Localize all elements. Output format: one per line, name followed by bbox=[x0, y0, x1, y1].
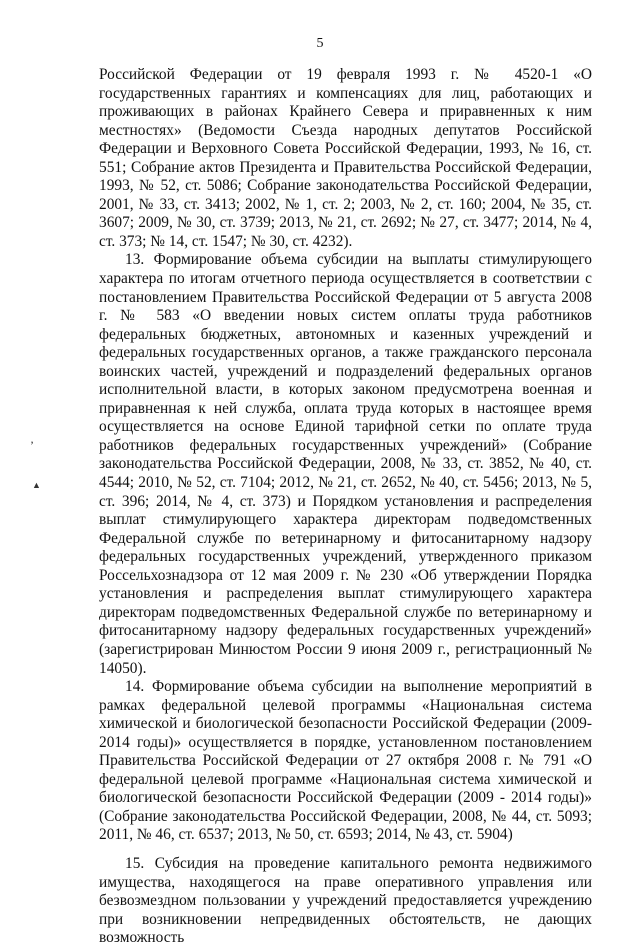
margin-mark: ▲ bbox=[32, 480, 41, 490]
paragraph-13: 13. Формирование объема субсидии на выплаты стимулирующего характера по итогам отчетного периода осуществляется в соответствии с постановлением Правительства Российской Федерации от 5 августа 2008 г. № 583 «О введении новых систем оплаты труда работников федеральных бюджетных, автономных и казенных учреждений и федеральных государственных органов, а также гражданского персонала воинских частей, учреждений и подразделений федеральных органов исполнительной власти, в которых законом предусмотрена военная и приравненная к ней служба, оплата труда которых в настоящее время осуществляется на основе Единой тарифной сетки по оплате труда работников федеральных государственных учреждений» (Собрание законодательства Российской Федерации, 2008, № 33, ст. 3852, № 40, ст. 4544; 2010, № 52, ст. 7104; 2012, № 21, ст. 2652, № 40, ст. 5456; 2013, № 5, ст. 396; 2014, № 4, ст. 373) и Порядком установления и распределения выплат стимулирующего характера директорам подведомственных Федеральной службе по ветеринарному и фитосанитарному надзору федеральных государственных учреждений, утвержденного приказом Россельхознадзора от 12 мая 2009 г. № 230 «Об утверждении Порядка установления и распределения выплат стимулирующего характера директорам подведомственных Федеральной службе по ветеринарному и фитосанитарному надзору федеральных государственных учреждений» (зарегистрирован Минюстом России 9 июня 2009 г., регистрационный № 14050). bbox=[99, 251, 592, 677]
page-number: 5 bbox=[316, 36, 324, 51]
paragraph-15: 15. Субсидия на проведение капитального ремонта недвижимого имущества, находящегося на праве оперативного управления или безвозмездном пользовании у учреждений предоставляется учреждению при возникновении непредвиденных обстоятельств, не дающих возможность bbox=[99, 854, 592, 947]
paragraph-continuation: Российской Федерации от 19 февраля 1993 г. № 4520-1 «О государственных гарантиях и компенсациях для лиц, работающих и проживающих в районах Крайнего Севера и приравненных к ним местностях» (Ведомости Съезда народных депутатов Российской Федерации и Верховного Совета Российской Федерации, 1993, № 16, ст. 551; Собрание актов Президента и Правительства Российской Федерации, 1993, № 52, ст. 5086; Собрание законодательства Российской Федерации, 2001, № 33, ст. 3413; 2002, № 1, ст. 2; 2003, № 2, ст. 160; 2004, № 35, ст. 3607; 2009, № 30, ст. 3739; 2013, № 21, ст. 2692; № 27, ст. 3477; 2014, № 4, ст. 373; № 14, ст. 1547; № 30, ст. 4232). bbox=[99, 66, 592, 250]
paragraph-14: 14. Формирование объема субсидии на выполнение мероприятий в рамках федеральной целевой программы «Национальная система химической и биологической безопасности Российской Федерации (2009-2014 годы)» осуществляется в порядке, установленном постановлением Правительства Российской Федерации от 27 октября 2008 г. № 791 «О федеральной целевой программе «Национальная система химической и биологической безопасности Российской Федерации (2009 - 2014 годы)» (Собрание законодательства Российской Федерации, 2008, № 44, ст. 5093; 2011, № 46, ст. 6537; 2013, № 50, ст. 6593; 2014, № 43, ст. 5904) bbox=[99, 678, 592, 844]
document-body bbox=[99, 66, 592, 948]
margin-mark: ’ bbox=[30, 438, 34, 452]
